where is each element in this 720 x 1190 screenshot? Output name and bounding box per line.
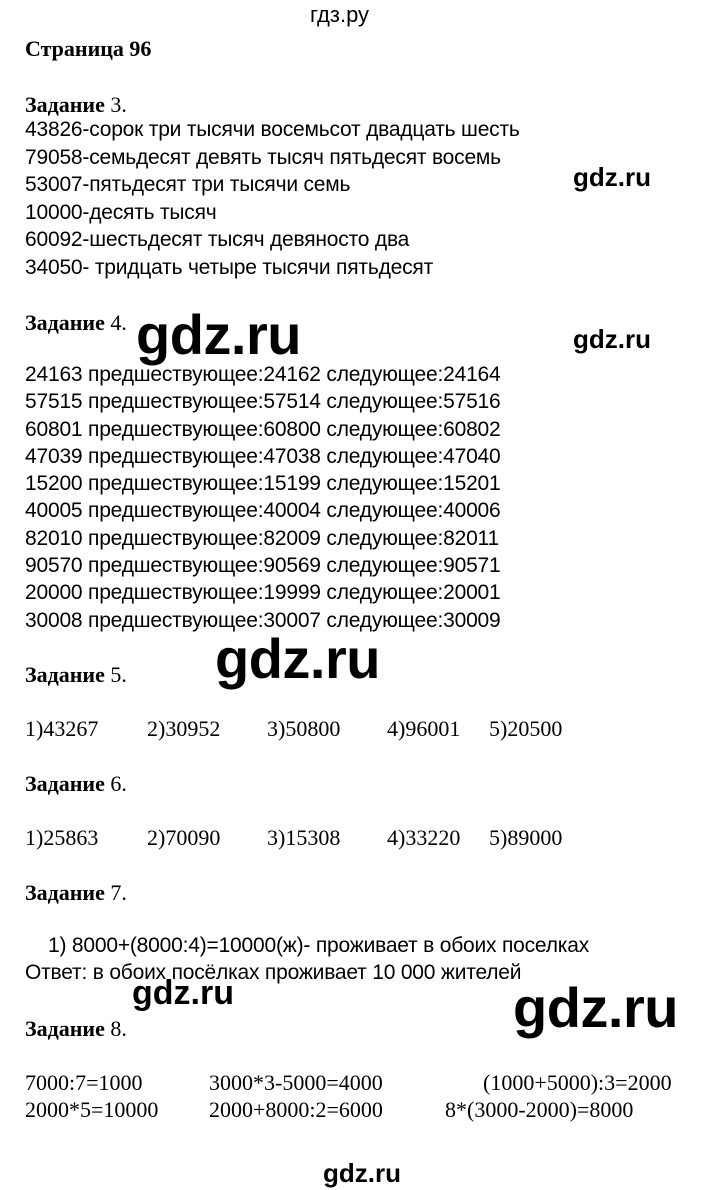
task-number: 4. (104, 310, 127, 335)
watermark: gdz.ru (573, 162, 651, 192)
task-4-heading (25, 310, 127, 336)
task-number: 6. (104, 771, 127, 796)
answer-item: 1)43267 (25, 716, 99, 741)
task-5-answers (25, 716, 705, 744)
site-header: гдз.ру (310, 2, 370, 27)
answer-item: 5)89000 (489, 825, 563, 850)
task-3-line: 43826-сорок три тысячи восемьсот двадцать шесть (25, 118, 520, 141)
task-3-line: 79058-семьдесят девять тысяч пятьдесят восемь (25, 145, 501, 169)
watermark: gdz.ru (323, 1158, 401, 1188)
task-word: Задание (25, 771, 105, 796)
watermark: gdz.ru (132, 974, 234, 1012)
task-word: Задание (25, 92, 105, 117)
task-5-heading (25, 662, 127, 688)
expression: 8*(3000-2000)=8000 (445, 1097, 634, 1122)
expression: 2000+8000:2=6000 (209, 1097, 383, 1122)
task-4-line: 90570 предшествующее:90569 следующее:90571 (25, 554, 501, 578)
answer-item: 1)25863 (25, 825, 99, 850)
task-number: 3. (104, 92, 127, 117)
task-4-line: 20000 предшествующее:19999 следующее:20001 (25, 581, 501, 605)
task-4-line: 57515 предшествующее:57514 следующее:57516 (25, 390, 501, 414)
answer-item: 3)15308 (267, 825, 341, 850)
page-title: Страница 96 (25, 36, 152, 61)
task-4-lines (25, 361, 501, 634)
task-word: Задание (25, 662, 105, 687)
watermark: gdz.ru (573, 324, 651, 354)
task-4-line: 24163 предшествующее:24162 следующее:24164 (25, 363, 501, 386)
watermark: gdz.ru (513, 976, 678, 1039)
watermark: gdz.ru (215, 627, 380, 690)
task-7-answer: Ответ: в обоих посёлках проживает 10 000 жителей (25, 961, 522, 984)
task-word: Задание (25, 310, 105, 335)
task-6-answers (25, 825, 705, 853)
task-4-line: 15200 предшествующее:15199 следующее:15201 (25, 472, 501, 496)
task-number: 8. (104, 1016, 127, 1041)
task-4-line: 47039 предшествующее:47038 следующее:47040 (25, 444, 501, 468)
task-3-line: 34050- тридцать четыре тысячи пятьдесят (25, 255, 433, 279)
task-word: Задание (25, 1016, 105, 1041)
watermark: gdz.ru (136, 303, 301, 366)
task-3-lines (25, 116, 520, 281)
task-number: 7. (104, 880, 127, 905)
task-4-line: 60801 предшествующее:60800 следующее:60802 (25, 417, 501, 441)
task-8-heading (25, 1016, 127, 1042)
task-number: 5. (104, 662, 127, 687)
answer-item: 4)33220 (387, 825, 461, 850)
task-8-row (25, 1097, 705, 1125)
expression: 3000*3-5000=4000 (209, 1070, 383, 1095)
expression: 2000*5=10000 (25, 1097, 159, 1122)
task-7-solution: 1) 8000+(8000:4)=10000(ж)- проживает в обоих поселках (48, 934, 589, 957)
task-3-line: 60092-шестьдесят тысяч девяносто два (25, 228, 410, 251)
expression: (1000+5000):3=2000 (483, 1070, 672, 1095)
answer-item: 2)30952 (147, 716, 221, 741)
task-4-line: 40005 предшествующее:40004 следующее:40006 (25, 499, 501, 523)
task-6-heading (25, 771, 127, 797)
task-word: Задание (25, 880, 105, 905)
task-8-row (25, 1070, 705, 1098)
task-4-line: 82010 предшествующее:82009 следующее:82011 (25, 526, 499, 550)
task-4-line: 30008 предшествующее:30007 следующее:30009 (25, 608, 501, 632)
task-7-heading (25, 880, 127, 906)
expression: 7000:7=1000 (25, 1070, 143, 1095)
answer-item: 4)96001 (387, 716, 461, 741)
answer-item: 5)20500 (489, 716, 563, 741)
task-3-line: 10000-десять тысяч (25, 200, 217, 224)
task-3-heading (25, 92, 127, 118)
answer-item: 2)70090 (147, 825, 221, 850)
task-3-line: 53007-пятьдесят три тысячи семь (25, 173, 351, 196)
answer-item: 3)50800 (267, 716, 341, 741)
